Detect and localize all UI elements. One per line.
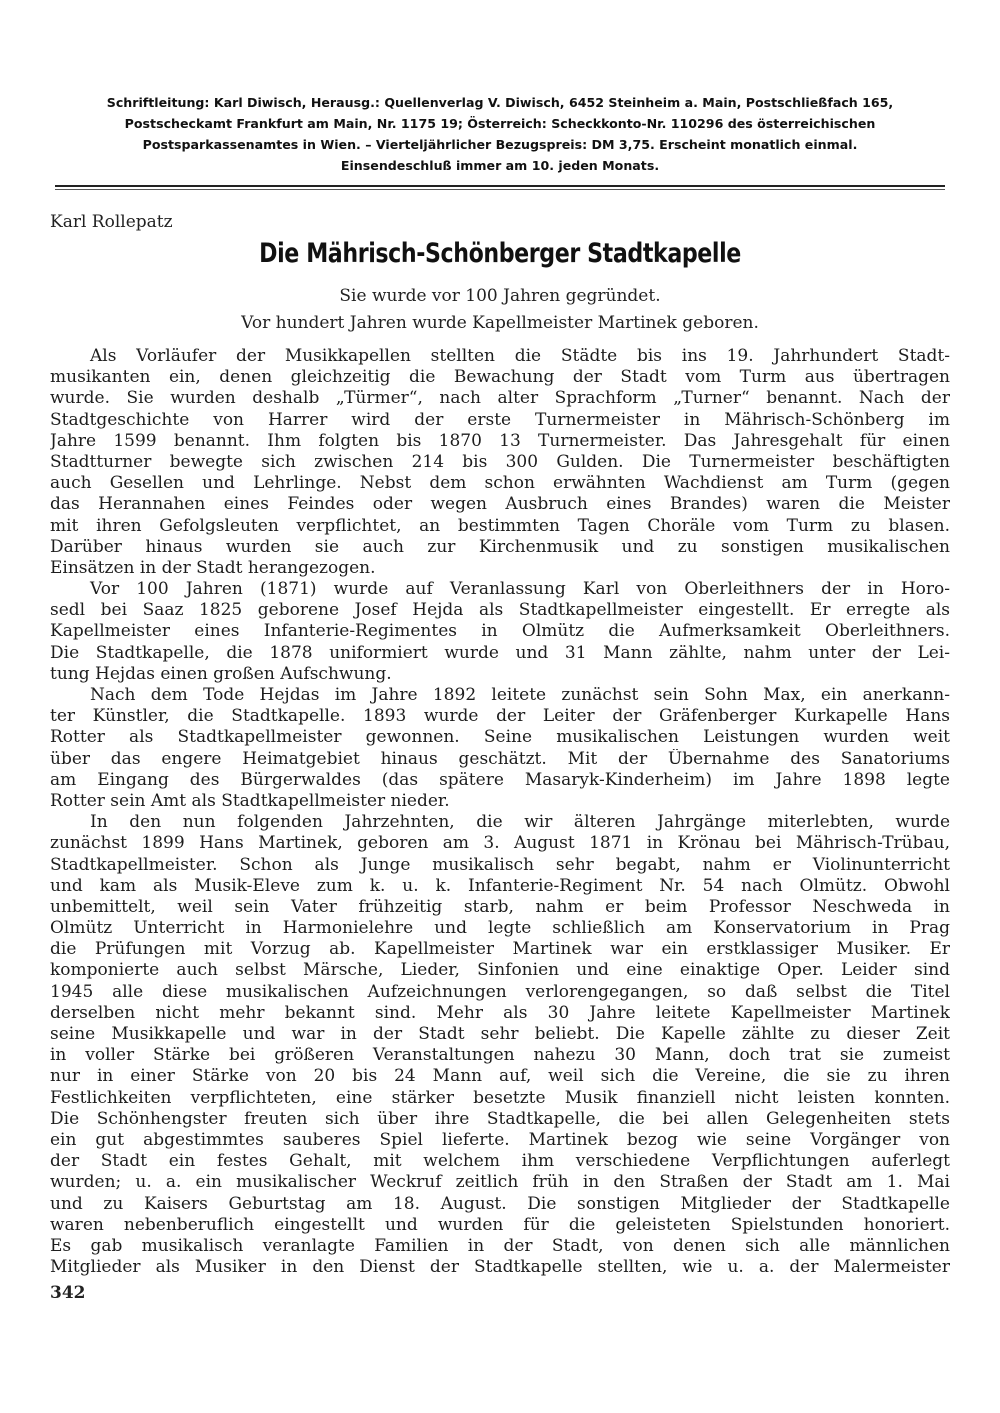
body-line: waren nebenberuflich eingestellt und wurden für die geleisteten Spielstunden honoriert. xyxy=(50,1214,950,1235)
body-line: tung Hejdas einen großen Aufschwung. xyxy=(50,663,392,684)
body-line: wurde. Sie wurden deshalb „Türmer“, nach alter Sprachform „Turner“ benannt. Nach der xyxy=(50,388,950,409)
body-line: 1945 alle diese musikalischen Aufzeichnungen verlorengegangen, so daß selbst die Titel xyxy=(50,981,950,1002)
body-line: die Prüfungen mit Vorzug ab. Kapellmeister Martinek war ein erstklassiger Musiker. Er xyxy=(50,939,950,960)
masthead-divider-thin xyxy=(55,189,945,190)
masthead-divider xyxy=(55,185,945,187)
body-line: auch Gesellen und Lehrlinge. Nebst dem schon erwähnten Wachdienst am Turm (gegen xyxy=(50,473,950,494)
body-line: mit ihren Gefolgsleuten verpflichtet, an bestimmten Tagen Choräle vom Turm zu blasen. xyxy=(50,515,950,536)
masthead-line: Postscheckamt Frankfurt am Main, Nr. 1175 19; Österreich: Scheckkonto-Nr. 110296 des österreichischen xyxy=(124,116,876,131)
body-line: der Stadt ein festes Gehalt, mit welchem ihm verschiedene Verpflichtungen auferlegt xyxy=(50,1151,950,1172)
article-author: Karl Rollepatz xyxy=(50,212,173,232)
page-number: 342 xyxy=(50,1283,86,1303)
article-subtitle: Vor hundert Jahren wurde Kapellmeister Martinek geboren. xyxy=(241,313,759,333)
body-line: Olmütz Unterricht in Harmonielehre und legte schließlich am Konservatorium in Prag xyxy=(50,918,950,939)
body-line: komponierte auch selbst Märsche, Lieder, Sinfonien und eine einaktige Oper. Leider sind xyxy=(50,960,950,981)
article-title: Die Mährisch-Schönberger Stadtkapelle xyxy=(259,238,741,269)
masthead-line: Postsparkassenamtes in Wien. – Vierteljährlicher Bezugspreis: DM 3,75. Erscheint monatlich einmal. xyxy=(142,137,858,152)
body-line: zunächst 1899 Hans Martinek, geboren am 3. August 1871 in Krönau bei Mährisch-Trübau, xyxy=(50,833,950,854)
body-line: derselben nicht mehr bekannt sind. Mehr als 30 Jahre leitete Kapellmeister Martinek xyxy=(50,1002,950,1023)
masthead-line: Einsendeschluß immer am 10. jeden Monats. xyxy=(340,158,660,173)
body-line: am Eingang des Bürgerwaldes (das spätere Masaryk-Kinderheim) im Jahre 1898 legte xyxy=(50,769,950,790)
body-line: ein gut abgestimmtes sauberes Spiel lieferte. Martinek bezog wie seine Vorgänger von xyxy=(50,1129,950,1150)
body-line: ter Künstler, die Stadtkapelle. 1893 wurde der Leiter der Gräfenberger Kurkapelle Hans xyxy=(50,706,950,727)
body-line: seine Musikkapelle und war in der Stadt sehr beliebt. Die Kapelle zählte zu dieser Zeit xyxy=(50,1024,950,1044)
body-line: Die Schönhengster freuten sich über ihre Stadtkapelle, die bei allen Gelegenheiten stets xyxy=(50,1108,950,1129)
body-line: Vor 100 Jahren (1871) wurde auf Veranlassung Karl von Oberleithners der in Horo- xyxy=(90,579,950,600)
body-line: sedl bei Saaz 1825 geborene Josef Hejda als Stadtkapellmeister eingestellt. Er erregte als xyxy=(50,600,950,621)
body-line: und kam als Musik-Eleve zum k. u. k. Infanterie-Regiment Nr. 54 nach Olmütz. Obwohl xyxy=(50,875,950,896)
body-line: unbemittelt, weil sein Vater frühzeitig starb, nahm er beim Professor Neschweda in xyxy=(50,896,950,917)
body-line: das Herannahen eines Feindes oder wegen Ausbruch eines Brandes) waren die Meister xyxy=(50,494,950,515)
body-line: Es gab musikalisch veranlagte Familien in der Stadt, von denen sich alle männlichen xyxy=(50,1235,950,1256)
body-line: Einsätzen in der Stadt herangezogen. xyxy=(50,557,376,578)
body-line: in voller Stärke bei größeren Veranstaltungen nahezu 30 Mann, doch trat sie zumeist xyxy=(50,1045,950,1066)
masthead-line: Schriftleitung: Karl Diwisch, Herausg.: Quellenverlag V. Diwisch, 6452 Steinheim a. Main, Postschließfach 165, xyxy=(106,95,894,110)
body-line: Nach dem Tode Hejdas im Jahre 1892 leitete zunächst sein Sohn Max, ein anerkann- xyxy=(90,685,950,705)
body-line: Stadtkapellmeister. Schon als Junge musikalisch sehr begabt, nahm er Violinunterricht xyxy=(50,854,950,875)
body-line: Die Stadtkapelle, die 1878 uniformiert wurde und 31 Mann zählte, nahm unter der Lei- xyxy=(50,642,950,663)
body-line: Als Vorläufer der Musikkapellen stellten die Städte bis ins 19. Jahrhundert Stadt- xyxy=(90,346,950,366)
article-subtitle: Sie wurde vor 100 Jahren gegründet. xyxy=(339,286,661,306)
body-line: musikanten ein, denen gleichzeitig die Bewachung der Stadt vom Turm aus übertragen xyxy=(50,367,950,388)
body-line: Stadtturner bewegte sich zwischen 214 bis 300 Gulden. Die Turnermeister beschäftigten xyxy=(50,451,950,472)
body-line: Darüber hinaus wurden sie auch zur Kirchenmusik und zu sonstigen musikalischen xyxy=(50,536,950,557)
body-line: Festlichkeiten verpflichteten, eine stärker besetzte Musik finanziell nicht leisten konnten. xyxy=(50,1087,950,1108)
body-line: Jahre 1599 benannt. Ihm folgten bis 1870 13 Turnermeister. Das Jahresgehalt für einen xyxy=(50,430,950,451)
body-line: und zu Kaisers Geburtstag am 18. August. Die sonstigen Mitglieder der Stadtkapelle xyxy=(50,1193,950,1214)
body-line: Mitglieder als Musiker in den Dienst der Stadtkapelle stellten, wie u. a. der Malermeister xyxy=(50,1257,950,1278)
body-line: nur in einer Stärke von 20 bis 24 Mann auf, weil sich die Vereine, die sie zu ihren xyxy=(50,1066,950,1087)
body-line: In den nun folgenden Jahrzehnten, die wir älteren Jahrgänge miterlebten, wurde xyxy=(90,812,950,833)
body-line: Rotter sein Amt als Stadtkapellmeister nieder. xyxy=(50,790,450,811)
body-line: Kapellmeister eines Infanterie-Regimentes in Olmütz die Aufmerksamkeit Oberleithners. xyxy=(50,621,950,642)
body-line: über das engere Heimatgebiet hinaus geschätzt. Mit der Übernahme des Sanatoriums xyxy=(50,748,950,769)
article-body xyxy=(50,346,950,1278)
body-line: wurden; u. a. ein musikalischer Weckruf zeitlich früh in den Straßen der Stadt am 1. Mai xyxy=(50,1172,950,1193)
body-line: Stadtgeschichte von Harrer wird der erste Turnermeister in Mährisch-Schönberg im xyxy=(50,409,950,430)
body-line: Rotter als Stadtkapellmeister gewonnen. Seine musikalischen Leistungen wurden weit xyxy=(50,727,950,748)
masthead xyxy=(55,92,945,176)
